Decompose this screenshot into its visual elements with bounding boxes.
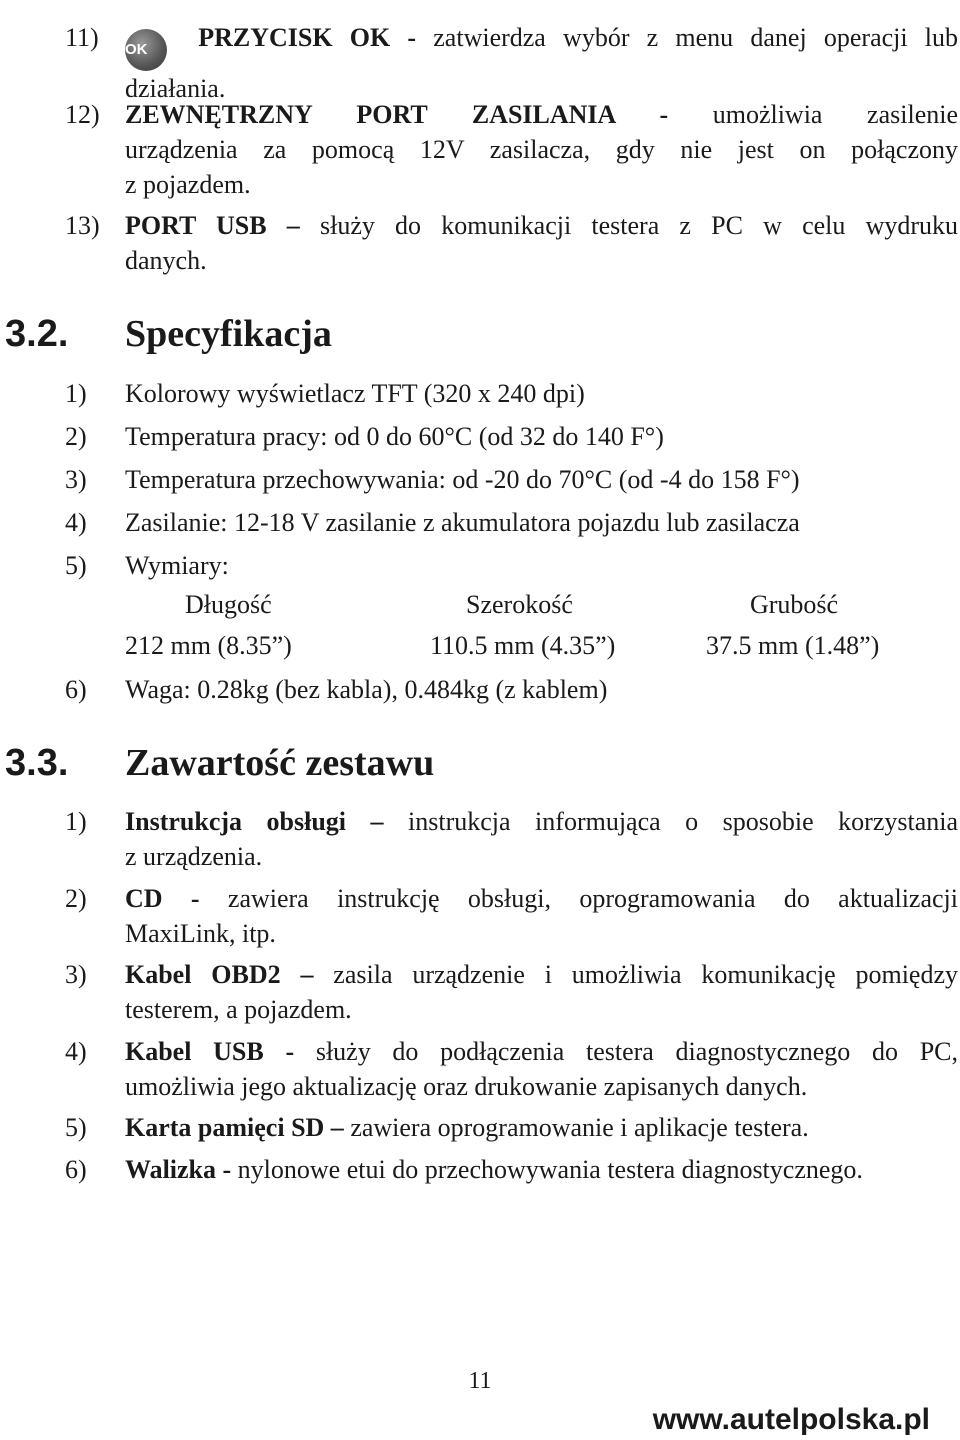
item-description-continued: MaxiLink, itp. [125,919,276,948]
section-heading [5,312,332,356]
section-number: 3.3. [5,742,69,784]
section-title: Specyfikacja [125,313,332,355]
item-description-continued: umożliwia jego aktualizację oraz drukowanie zapisanych danych. [125,1072,808,1101]
item-term: Walizka - [125,1155,232,1184]
item-description: instrukcja informująca o sposobie korzystania [408,807,959,836]
list-item [65,97,958,202]
item-number: 12) [65,100,100,129]
spec-text: Zasilanie: 12-18 V zasilanie z akumulatora pojazdu lub zasilacza [125,508,800,537]
section-number: 3.2. [5,313,69,355]
item-description-continued: działania. [125,74,226,103]
item-description-continued: z urządzenia. [125,842,263,871]
dimension-value-length: 212 mm (8.35”) [125,631,292,660]
website-url: www.autelpolska.pl [652,1403,930,1436]
item-term: PORT USB – [125,211,300,240]
spec-text: Temperatura przechowywania: od -20 do 70°C (od -4 do 158 F°) [125,465,800,494]
list-item [65,20,958,106]
item-description: zawiera instrukcję obsługi, oprogramowania do aktualizacji [227,884,959,913]
ok-button-icon: OK [125,29,167,71]
contents-item: 1) Instrukcja obsługi – instrukcja informująca o sposobie korzystania z urządzenia. [65,804,958,874]
dimension-header-thickness: Grubość [750,590,839,619]
item-term: Kabel USB - [125,1037,295,1066]
item-term: Instrukcja obsługi – [125,807,384,836]
item-number: 13) [65,211,100,240]
item-description-continued: testerem, a pojazdem. [125,995,352,1024]
contents-item: 5) Karta pamięci SD – zawiera oprogramowanie i aplikacje testera. [65,1113,809,1142]
item-description: służy do komunikacji testera z PC w celu wydruku [319,211,959,240]
item-number: 11) [65,23,99,52]
item-term: CD - [125,884,200,913]
dimension-value-thickness: 37.5 mm (1.48”) [706,631,880,660]
spec-item: 1) Kolorowy wyświetlacz TFT (320 x 240 dpi) [65,376,958,411]
dimension-header-width: Szerokość [466,590,573,619]
item-description-continued: z pojazdem. [125,170,251,199]
spec-item: 2) Temperatura pracy: od 0 do 60°C (od 32 do 140 F°) [65,419,958,454]
item-description-continued: danych. [125,246,207,275]
spec-item: 6) Waga: 0.28kg (bez kabla), 0.484kg (z kablem) [65,672,958,707]
item-term: Kabel OBD2 – [125,960,314,989]
dimension-header-length: Długość [185,590,272,619]
item-description: zawiera oprogramowanie i aplikacje testera. [350,1113,809,1142]
contents-item: 4) Kabel USB - służy do podłączenia testera diagnostycznego do PC, umożliwia jego aktualizację oraz drukowanie zapisanych danych. [65,1034,958,1104]
spec-text: Kolorowy wyświetlacz TFT (320 x 240 dpi) [125,379,585,408]
spec-text: Wymiary: [125,551,229,580]
item-description: zasila urządzenie i umożliwia komunikację pomiędzy [333,960,959,989]
spec-text: Waga: 0.28kg (bez kabla), 0.484kg (z kablem) [125,675,608,704]
contents-item: 3) Kabel OBD2 – zasila urządzenie i umożliwia komunikację pomiędzy testerem, a pojazdem. [65,957,958,1027]
list-item [65,208,958,278]
item-description: służy do podłączenia testera diagnostycznego do PC, [315,1037,958,1066]
item-description: zatwierdza wybór z menu danej operacji lub [433,23,959,52]
section-title: Zawartość zestawu [125,742,435,784]
spec-item: 3) Temperatura przechowywania: od -20 do 70°C (od -4 do 158 F°) [65,462,958,497]
item-term: Karta pamięci SD – [125,1113,344,1142]
dimension-value-width: 110.5 mm (4.35”) [430,631,616,660]
section-heading [5,741,434,785]
spec-item: 5) Wymiary: [65,548,958,583]
contents-item: 2) CD - zawiera instrukcję obsługi, oprogramowania do aktualizacji MaxiLink, itp. [65,881,958,951]
item-description: umożliwia zasilenie [712,100,958,129]
item-description: nylonowe etui do przechowywania testera diagnostycznego. [237,1155,863,1184]
spec-text: Temperatura pracy: od 0 do 60°C (od 32 do 140 F°) [125,422,664,451]
item-term: ZEWNĘTRZNY PORT ZASILANIA - [125,100,669,129]
item-term: PRZYCISK OK - [198,23,417,52]
page-number: 11 [468,1368,492,1394]
spec-item: 4) Zasilanie: 12-18 V zasilanie z akumulatora pojazdu lub zasilacza [65,505,958,540]
contents-item: 6) Walizka - nylonowe etui do przechowywania testera diagnostycznego. [65,1155,863,1184]
item-description-continued: urządzenia za pomocą 12V zasilacza, gdy nie jest on połączony [125,135,958,164]
